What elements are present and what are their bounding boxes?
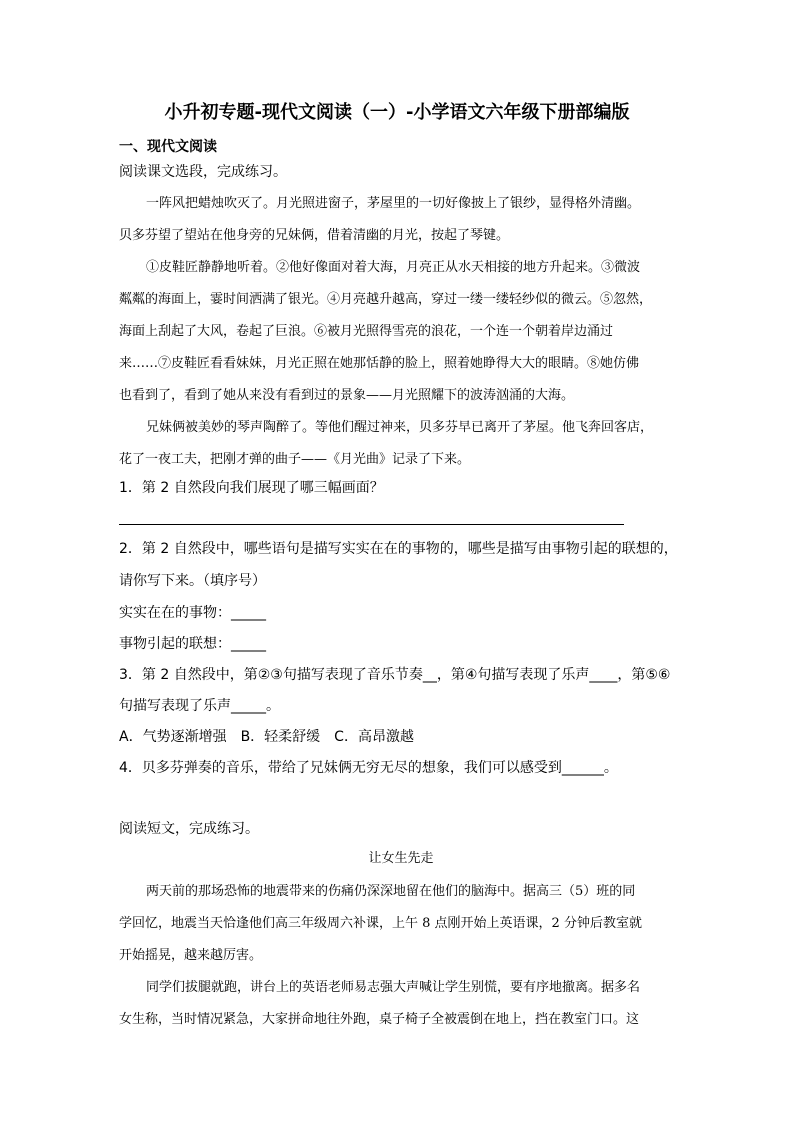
passage-2-line: 两天前的那场恐怖的地震带来的伤痛仍深深地留在他们的脑海中。据高三（5）班的同 <box>146 884 636 899</box>
question-3-options: A．气势逐渐增强 B．轻柔舒缓 C．高昂激越 <box>119 729 414 745</box>
instruction-1: 阅读课文选段，完成练习。 <box>119 164 287 180</box>
question-2-associations: 事物引起的联想：_____ <box>119 636 266 652</box>
passage-2-line: 学回忆，地震当天恰逢他们高三年级周六补课，上午 8 点刚开始上英语课，2 分钟后教室就 <box>119 916 642 931</box>
question-4: 4．贝多芬弹奏的音乐，带给了兄妹俩无穷无尽的想象，我们可以感受到______。 <box>119 760 618 776</box>
passage-1-line: 来……⑦皮鞋匠看看妹妹，月光正照在她那恬静的脸上，照着她睁得大大的眼睛。⑧她仿佛 <box>119 356 640 371</box>
passage-2-line: 同学们拔腿就跑，讲台上的英语老师易志强大声喊让学生别慌，要有序地撤离。据多名 <box>146 980 641 995</box>
passage-1-line: ①皮鞋匠静静地听着。②他好像面对着大海，月亮正从水天相接的地方升起来。③微波 <box>146 260 641 275</box>
question-2-real-things: 实实在在的事物：_____ <box>119 605 266 621</box>
question-3-line-1: 3．第 2 自然段中，第②③句描写表现了音乐节奏__，第④句描写表现了乐声____，第⑤⑥ <box>119 667 671 683</box>
section-heading: 一、现代文阅读 <box>119 139 217 155</box>
answer-line[interactable] <box>119 524 624 525</box>
document-title: 小升初专题-现代文阅读（一）-小学语文六年级下册部编版 <box>164 102 630 123</box>
question-2-line-2: 请你写下来。（填序号） <box>119 573 266 589</box>
passage-1-line: 也看到了，看到了她从来没有看到过的景象——月光照耀下的波涛汹涌的大海。 <box>119 388 575 403</box>
question-2-line-1: 2．第 2 自然段中，哪些语句是描写实实在在的事物的，哪些是描写由事物引起的联想的， <box>119 541 678 557</box>
question-1: 1．第 2 自然段向我们展现了哪三幅画面？ <box>119 480 384 496</box>
passage-2-line: 女生称，当时情况紧急，大家拼命地往外跑，桌子椅子全被震倒在地上，挡在教室门口。这 <box>119 1012 640 1027</box>
passage-1-line: 粼粼的海面上，霎时间洒满了银光。④月亮越升越高，穿过一缕一缕轻纱似的微云。⑤忽然， <box>119 292 653 307</box>
passage-1-line: 兄妹俩被美妙的琴声陶醉了。等他们醒过神来，贝多芬早已离开了茅屋。他飞奔回客店， <box>146 420 654 435</box>
passage-2-line: 开始摇晃，越来越厉害。 <box>119 948 263 963</box>
passage-1-line: 贝多芬望了望站在他身旁的兄妹俩，借着清幽的月光，按起了琴键。 <box>119 228 510 243</box>
passage-2-title: 让女生先走 <box>368 851 434 866</box>
passage-1-line: 海面上刮起了大风，卷起了巨浪。⑥被月光照得雪亮的浪花，一个连一个朝着岸边涌过 <box>119 324 614 339</box>
passage-1-line: 一阵风把蜡烛吹灭了。月光照进窗子，茅屋里的一切好像披上了银纱，显得格外清幽。 <box>146 196 641 211</box>
passage-1-line: 花了一夜工夫，把刚才弹的曲子——《月光曲》记录了下来。 <box>119 452 471 467</box>
passage-2 <box>119 876 683 1036</box>
passage-1 <box>119 188 683 476</box>
question-3-line-2: 句描写表现了乐声_____。 <box>119 698 280 714</box>
instruction-2: 阅读短文，完成练习。 <box>119 821 259 837</box>
